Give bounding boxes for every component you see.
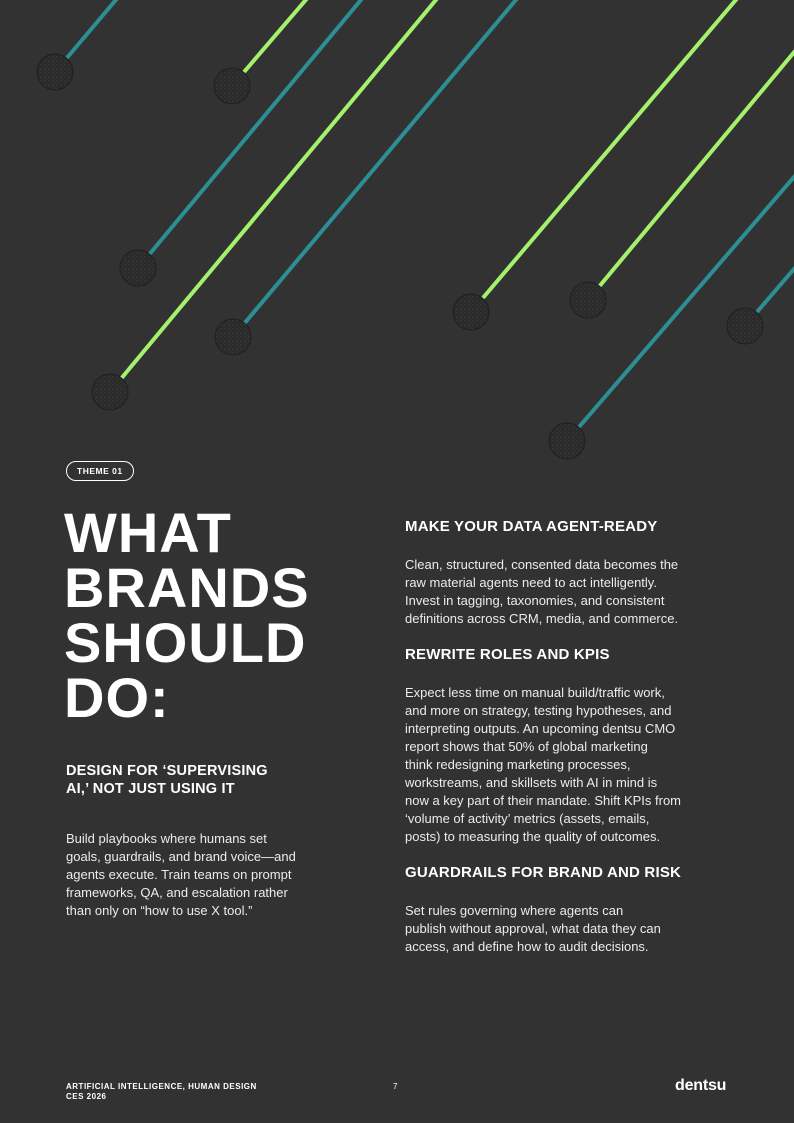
body-line: access, and define how to audit decisions. [405, 939, 649, 954]
line-node [549, 423, 585, 459]
section-body [405, 902, 723, 956]
body-line: definitions across CRM, media, and commerce. [405, 611, 679, 626]
section-heading [66, 762, 328, 798]
line-node [727, 308, 763, 344]
decorative-line [110, 0, 440, 392]
body-line: workstreams, and skillsets with AI in mind is [405, 775, 658, 790]
body-line: Build playbooks where humans set [66, 831, 267, 846]
section-heading: GUARDRAILS FOR BRAND AND RISK [405, 864, 682, 881]
heading-line: AI,’ NOT JUST USING IT [66, 781, 235, 797]
body-line: publish without approval, what data they can [405, 921, 661, 936]
body-line: Set rules governing where agents can [405, 903, 624, 918]
body-line: Expect less time on manual build/traffic work, [405, 685, 665, 700]
body-line: report shows that 50% of global marketing [405, 739, 648, 754]
body-line: think redesigning marketing processes, [405, 757, 631, 772]
roles-kpis-section [405, 646, 723, 846]
body-line: than only on “how to use X tool.” [66, 903, 253, 918]
section-body [405, 684, 723, 846]
supervising-ai-section [66, 762, 328, 920]
section-heading: REWRITE ROLES AND KPIS [405, 646, 610, 663]
theme-badge: THEME 01 [66, 461, 134, 481]
line-node [92, 374, 128, 410]
data-agent-ready-section [405, 518, 723, 628]
guardrails-section [405, 864, 723, 956]
footer-title: ARTIFICIAL INTELLIGENCE, HUMAN DESIGN [66, 1082, 257, 1091]
line-node [215, 319, 251, 355]
title-line: DO: [64, 666, 170, 729]
heading-line: DESIGN FOR ‘SUPERVISING [66, 763, 268, 779]
body-line: now a key part of their mandate. Shift KPIs from [405, 793, 682, 808]
title-line: BRANDS [64, 556, 310, 619]
body-line: frameworks, QA, and escalation rather [66, 885, 288, 900]
body-line: and more on strategy, testing hypotheses, and [405, 703, 672, 718]
line-node [453, 294, 489, 330]
title-line: SHOULD [64, 611, 307, 674]
body-line: goals, guardrails, and brand voice—and [66, 849, 296, 864]
line-node [37, 54, 73, 90]
line-node [120, 250, 156, 286]
body-line: Invest in tagging, taxonomies, and consistent [405, 593, 665, 608]
recommendations-column [405, 518, 723, 974]
line-node [214, 68, 250, 104]
decorative-line [138, 0, 365, 268]
body-line: interpreting outputs. An upcoming dentsu CMO [405, 721, 676, 736]
body-line: raw material agents need to act intelligently. [405, 575, 657, 590]
decorative-line [471, 0, 740, 312]
decorative-line [588, 45, 794, 300]
decorative-line-graphic [0, 0, 794, 460]
footer-publication [66, 1082, 257, 1102]
section-heading: MAKE YOUR DATA AGENT-READY [405, 518, 658, 535]
section-body [66, 830, 328, 920]
body-line: ‘volume of activity’ metrics (assets, emails, [405, 811, 650, 826]
decorative-line [233, 0, 520, 337]
page-number: 7 [393, 1082, 398, 1091]
line-node [570, 282, 606, 318]
body-line: agents execute. Train teams on prompt [66, 867, 292, 882]
body-line: Clean, structured, consented data becomes the [405, 557, 679, 572]
body-line: posts) to measuring the quality of outcomes. [405, 829, 661, 844]
dentsu-logo: dentsu [675, 1077, 727, 1094]
footer-subtitle: CES 2026 [66, 1092, 107, 1101]
section-body [405, 556, 723, 628]
page-title [64, 501, 364, 729]
title-line: WHAT [64, 501, 232, 564]
